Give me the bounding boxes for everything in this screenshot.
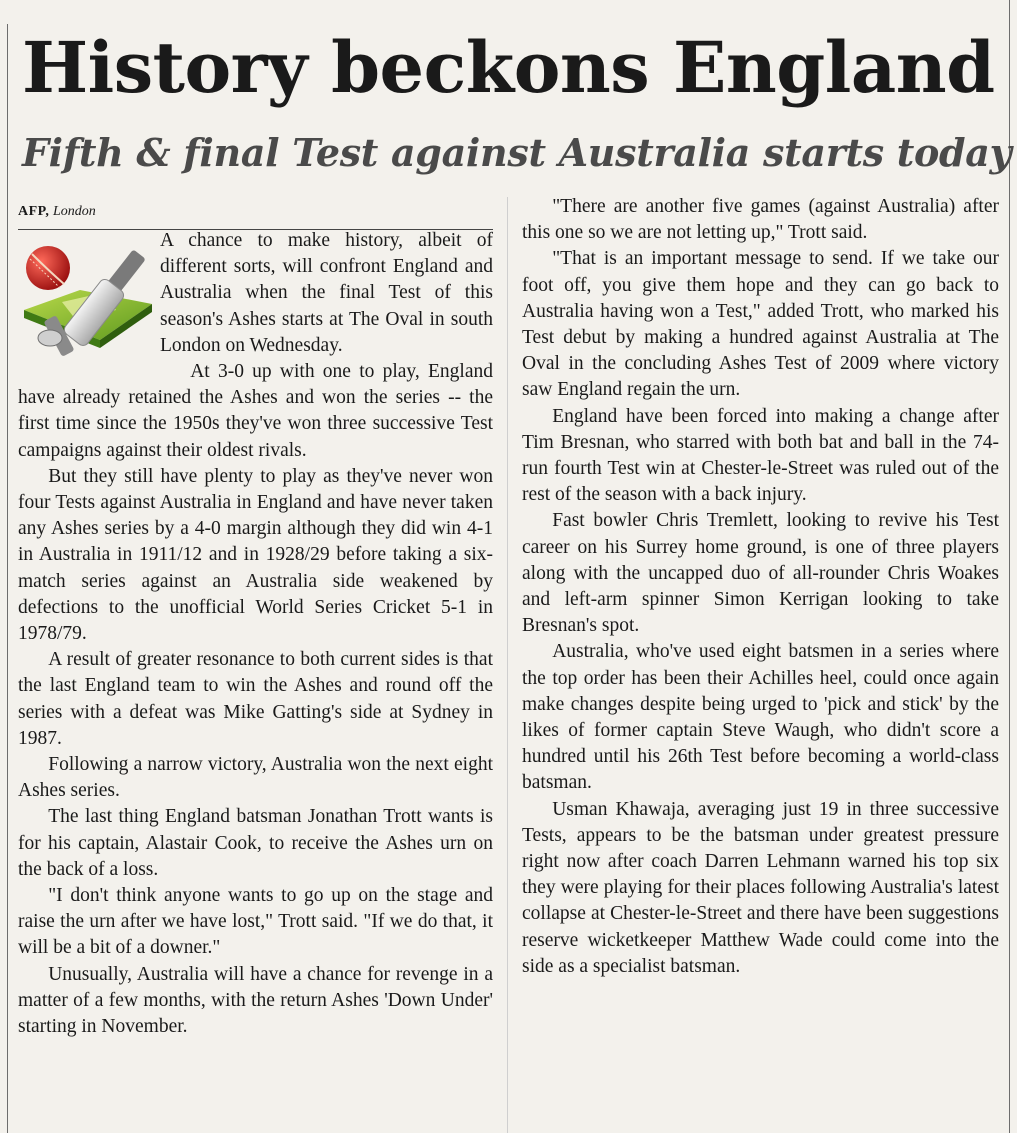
- paragraph: "There are another five games (against Australia) after this one so we are not letting up," Trott said.: [522, 196, 999, 244]
- right-column: [522, 194, 999, 980]
- left-column: [18, 199, 493, 1040]
- page-border-left: [7, 24, 8, 1133]
- cricket-ball-bat-icon: [18, 238, 156, 378]
- paragraph: A result of greater resonance to both current sides is that the last England team to win the Ashes and round off the series with a defeat was Mike Gatting's side at Sydney in 1987.: [18, 649, 493, 749]
- byline-location: London: [52, 204, 96, 219]
- headline: History beckons England: [22, 26, 995, 109]
- paragraph: Australia, who've used eight batsmen in a series where the top order has been their Achilles heel, could once again make changes despite being urged to 'pick and stick' by the likes of former captain Steve Waugh, who didn't score a hundred until his 26th Test before becoming a world-class batsman.: [522, 641, 999, 794]
- column-divider: [507, 197, 508, 1133]
- byline-agency: AFP,: [18, 204, 50, 219]
- paragraph: "I don't think anyone wants to go up on the stage and raise the urn after we have lost," Trott said. "If we do that, it will be a bit of a downer.": [18, 885, 493, 959]
- paragraph: Fast bowler Chris Tremlett, looking to revive his Test career on his Surrey home ground, is one of three players along with the uncapped duo of all-rounder Chris Woakes and left-arm spinner Simon Kerrigan looking to take Bresnan's spot.: [522, 510, 999, 637]
- byline-rule: [18, 229, 493, 230]
- cricket-illustration: [18, 238, 156, 378]
- byline: [18, 199, 493, 228]
- subheadline: Fifth & final Test against Australia starts today: [22, 130, 1012, 175]
- paragraph: England have been forced into making a change after Tim Bresnan, who starred with both bat and ball in the 74-run fourth Test win at Chester-le-Street was ruled out of the rest of the season with a back injury.: [522, 405, 999, 506]
- paragraph: "That is an important message to send. If we take our foot off, you give them hope and they can go back to Australia having won a Test," added Trott, who marked his Test debut by making a hundred against Australia at The Oval in the concluding Ashes Test of 2009 where victory saw England regain the urn.: [522, 248, 999, 401]
- paragraph: Unusually, Australia will have a chance for revenge in a matter of a few months, with the return Ashes 'Down Under' starting in November.: [18, 963, 493, 1038]
- paragraph: Usman Khawaja, averaging just 19 in three successive Tests, appears to be the batsman under greatest pressure right now after coach Darren Lehmann warned his top six they were playing for their places following Australia's latest collapse at Chester-le-Street and there have been suggestions reserve wicketkeeper Matthew Wade could come into the side as a specialist batsman.: [522, 798, 999, 977]
- paragraph: A chance to make history, albeit of different sorts, will confront England and Australia when the final Test of this season's Ashes starts at The Oval in south London on Wednesday.: [160, 230, 493, 356]
- paragraph: But they still have plenty to play as they've never won four Tests against Australia in England and have never taken any Ashes series by a 4-0 margin although they did win 4-1 in Australia in 1911/12 and in 1928/29 before taking a six-match series against an Australia side weakened by defections to the unofficial World Series Cricket 5-1 in 1978/79.: [18, 465, 493, 645]
- paragraph: The last thing England batsman Jonathan Trott wants is for his captain, Alastair Cook, to receive the Ashes urn on the back of a loss.: [18, 806, 493, 880]
- paragraph: Following a narrow victory, Australia won the next eight Ashes series.: [18, 754, 493, 802]
- paragraph: At 3-0 up with one to play, England have already retained the Ashes and won the series -- the first time since the 1950s they've won three successive Test campaigns against their oldest rivals.: [18, 361, 493, 461]
